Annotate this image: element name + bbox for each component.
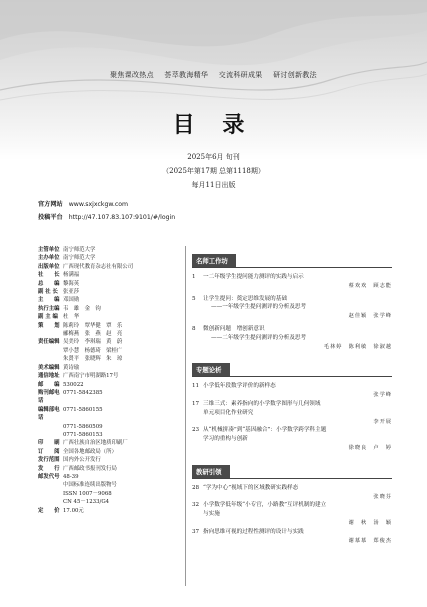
masthead-value: 韦 雄 金 钧	[63, 305, 101, 312]
issue-date: 2025年6月 旬刊	[187, 153, 240, 161]
masthead-label: 发 行	[38, 465, 60, 472]
masthead-value: 杜 华	[63, 314, 80, 321]
masthead-value: CN 45－1233/G4	[63, 499, 110, 506]
masthead-label: 订 阅	[38, 448, 60, 455]
masthead-value: 0771-5860153	[63, 431, 103, 438]
toc-entry-title: 三维三式：素养指向的小学数学图形与几何领域	[203, 400, 321, 407]
masthead-value: 广西壮族自治区地质印刷厂	[63, 440, 128, 447]
section-rule	[192, 376, 392, 377]
toc-entry-author: 毛林婷 陈利敏 徐淑越	[323, 343, 392, 350]
slogan-item: 研讨创新教法	[273, 71, 317, 79]
masthead-label	[38, 355, 63, 363]
masthead-row	[38, 305, 188, 313]
masthead-value: 邓国勋	[63, 297, 80, 304]
toc-page-number: 32	[192, 502, 200, 509]
masthead-row	[38, 406, 188, 423]
toc-entry-title: “学为中心”视域下的区域教研实践样态	[203, 484, 299, 491]
masthead-value: 530022	[63, 381, 84, 388]
masthead-label: 出版单位	[38, 263, 60, 270]
column-divider	[185, 246, 186, 586]
toc-entry[interactable]	[192, 382, 392, 400]
toc-page-number: 11	[192, 383, 200, 390]
submission-label: 投稿平台	[38, 214, 63, 221]
toc-entry-author: 李开展	[373, 418, 392, 425]
masthead-value: 国内外公开发行	[63, 457, 101, 464]
masthead-label: 责任编辑	[38, 339, 60, 346]
slogan-item: 交流科研成果	[218, 71, 263, 79]
official-website	[38, 199, 128, 208]
section-rule	[192, 267, 392, 268]
masthead-label: 美术编辑	[38, 364, 60, 371]
slogan-line	[0, 70, 427, 80]
masthead-row	[38, 246, 188, 254]
masthead-label	[38, 330, 63, 338]
masthead-label	[38, 490, 63, 498]
masthead-value: 48-39	[63, 473, 79, 480]
section-title: 教研引领	[192, 465, 230, 478]
masthead-row	[38, 254, 188, 262]
toc-section	[192, 459, 392, 546]
masthead-label	[38, 481, 63, 489]
masthead-value: ISSN 1007－9068	[63, 490, 112, 497]
masthead-label: 策 划	[38, 322, 60, 329]
toc-entry-title-cont: 与实施	[203, 511, 220, 518]
masthead-row	[38, 288, 188, 296]
toc-entry-title-cont: 单元项目化作业研究	[203, 409, 254, 416]
section-title: 专题论析	[192, 363, 230, 376]
toc-section	[192, 357, 392, 452]
masthead-row	[38, 313, 188, 321]
masthead-row	[38, 423, 188, 431]
masthead-label: 邮发代号	[38, 473, 60, 480]
toc-entry-subtitle: ——二年级学生提问测评的分析及思考	[211, 334, 307, 341]
masthead-row	[38, 372, 188, 380]
masthead-value: 广西现代教育杂志社有限公司	[63, 263, 134, 270]
masthead-value: 广西南宁市明湖路17号	[63, 373, 119, 380]
toc-entry[interactable]	[192, 273, 392, 291]
masthead-value: 吴美玲 李琪瑞 黄 蔚	[63, 339, 123, 346]
website-link[interactable]: www.sxjxckgw.com	[68, 201, 129, 208]
masthead-row	[38, 280, 188, 288]
masthead-value: 陈莉玲 覃华健 覃 乐	[63, 322, 123, 329]
masthead-row	[38, 448, 188, 456]
section-title: 名师工作坊	[192, 254, 236, 267]
publish-day: 每月11日出版	[191, 181, 236, 189]
slogan-item: 荟萃教海精华	[164, 71, 209, 79]
submission-link[interactable]: http://47.107.83.107:9101/#/login	[68, 214, 176, 221]
toc-entry-title: 小学低年段数学评价的新样态	[203, 383, 276, 390]
masthead-row	[38, 347, 188, 355]
masthead-label: 邮 编	[38, 381, 60, 388]
masthead-value: 南宁师范大学	[63, 247, 96, 253]
masthead-row	[38, 473, 188, 481]
toc-entry[interactable]	[192, 400, 392, 426]
masthead-label: 副 社 长	[38, 289, 58, 296]
masthead-label: 副 主 编	[38, 314, 58, 321]
masthead-value: 黎海英	[63, 280, 80, 287]
toc-entry-author: 谢慕慕 郑俊杰	[348, 537, 392, 544]
toc-entry[interactable]	[192, 484, 392, 502]
masthead-label	[38, 498, 63, 506]
toc-page-number: 1	[192, 274, 196, 280]
toc-entry-title: 一二年级学生提问能力测评的实践与启示	[203, 274, 304, 280]
masthead-label	[38, 431, 63, 439]
toc-entry-title: 指向思维可视的过程性测评的设计与实践	[203, 528, 304, 535]
toc-entry[interactable]	[192, 426, 392, 452]
masthead-row	[38, 498, 188, 506]
masthead-row	[38, 507, 188, 515]
masthead-label: 主管单位	[38, 247, 60, 253]
toc-page-number: 17	[192, 400, 200, 407]
masthead-row	[38, 355, 188, 363]
masthead-row	[38, 389, 188, 406]
table-of-contents	[192, 248, 392, 551]
masthead-label: 社 长	[38, 272, 60, 279]
submission-platform	[38, 212, 175, 221]
masthead-label: 购刊邮电话	[38, 389, 60, 405]
masthead-label: 总 编	[38, 280, 60, 287]
masthead-value: 郦梅燕 张 燕 赵 亮	[63, 331, 123, 338]
toc-entry-title-cont: 学习的重构与创新	[203, 436, 248, 443]
toc-entry-subtitle: ——一年级学生提问测评的分析及思考	[211, 304, 307, 311]
masthead-row	[38, 481, 188, 489]
slogan-item: 聚焦课改热点	[110, 71, 154, 79]
masthead-value: 南宁师范大学	[63, 255, 96, 262]
issue-number: （2025年第17期 总第1118期）	[162, 167, 265, 175]
toc-entry-author: 张晓芬	[373, 493, 392, 500]
toc-entry[interactable]	[192, 501, 392, 527]
masthead-row	[38, 431, 188, 439]
section-rule	[192, 478, 392, 479]
masthead-label: 定 价	[38, 507, 60, 514]
masthead-value: 广西邮政书报刊发行局	[63, 465, 117, 472]
masthead-value: 0771-5860155	[63, 406, 103, 413]
page-title: 目 录	[172, 112, 255, 138]
masthead-label: 通信地址	[38, 373, 60, 380]
toc-entry-title: 从“机械拼凑”到“基因融合”：小学数学跨学科主题	[203, 427, 327, 434]
toc-entry-author: 赵佳颖 张学峰	[348, 313, 392, 320]
masthead-value: 黄诗瑜	[63, 364, 80, 371]
masthead-row	[38, 322, 188, 330]
masthead-row	[38, 338, 188, 346]
masthead-row	[38, 439, 188, 447]
masthead-label: 主 编	[38, 297, 60, 304]
masthead-row	[38, 490, 188, 498]
toc-page-number: 5	[192, 295, 196, 302]
masthead-row	[38, 330, 188, 338]
masthead-row	[38, 456, 188, 464]
toc-entry-author: 徐晓良 卢 婷	[348, 444, 392, 451]
masthead-row	[38, 263, 188, 271]
toc-entry-title: 让学生提问：奠定思维发展的基础	[203, 295, 287, 302]
masthead-label	[38, 423, 63, 431]
masthead-label: 主办单位	[38, 255, 60, 262]
masthead-value: 全国各地邮政局（所）	[63, 448, 117, 455]
masthead-row	[38, 364, 188, 372]
toc-entry-author: 谢 秋 汤 颖	[348, 519, 392, 526]
toc-entry-title: 小学数学低年级“小专官，小路教”互评机制的建立	[203, 502, 327, 509]
masthead-label: 执行主编	[38, 305, 60, 312]
toc-section	[192, 248, 392, 351]
masthead-row	[38, 296, 188, 304]
toc-entry[interactable]	[192, 325, 392, 351]
masthead-label	[38, 347, 63, 355]
masthead-label: 发行范围	[38, 457, 60, 464]
masthead-row	[38, 381, 188, 389]
masthead-value: 0771-5842385	[63, 389, 103, 396]
masthead-value: 中国标准连续出版物号	[63, 482, 117, 489]
toc-entry[interactable]	[192, 528, 392, 546]
masthead	[38, 246, 188, 515]
toc-entry-author: 张学峰	[373, 392, 392, 399]
masthead-label: 印 刷	[38, 440, 60, 447]
toc-page-number: 23	[192, 427, 200, 434]
toc-entry[interactable]	[192, 295, 392, 321]
masthead-value: 17.00元	[63, 507, 84, 514]
toc-page-number: 28	[192, 484, 200, 491]
masthead-row	[38, 465, 188, 473]
toc-entry-author: 蔡欢欢 顾志能	[348, 282, 392, 289]
masthead-value: 张亚莎	[63, 289, 80, 296]
toc-page-number: 8	[192, 325, 196, 332]
toc-page-number: 37	[192, 528, 200, 535]
masthead-label: 编辑部电话	[38, 406, 60, 422]
website-label: 官方网站	[38, 201, 63, 208]
masthead-value: 杨满福	[63, 272, 80, 279]
masthead-value: 朱贤平 张晓辉 朱 琼	[63, 356, 123, 363]
masthead-row	[38, 271, 188, 279]
toc-entry-title: 微创新问题 增创新意识	[203, 325, 265, 332]
masthead-value: 覃小慧 杨德琦 梁桂广	[63, 347, 123, 354]
masthead-value: 0771-5860509	[63, 423, 103, 430]
